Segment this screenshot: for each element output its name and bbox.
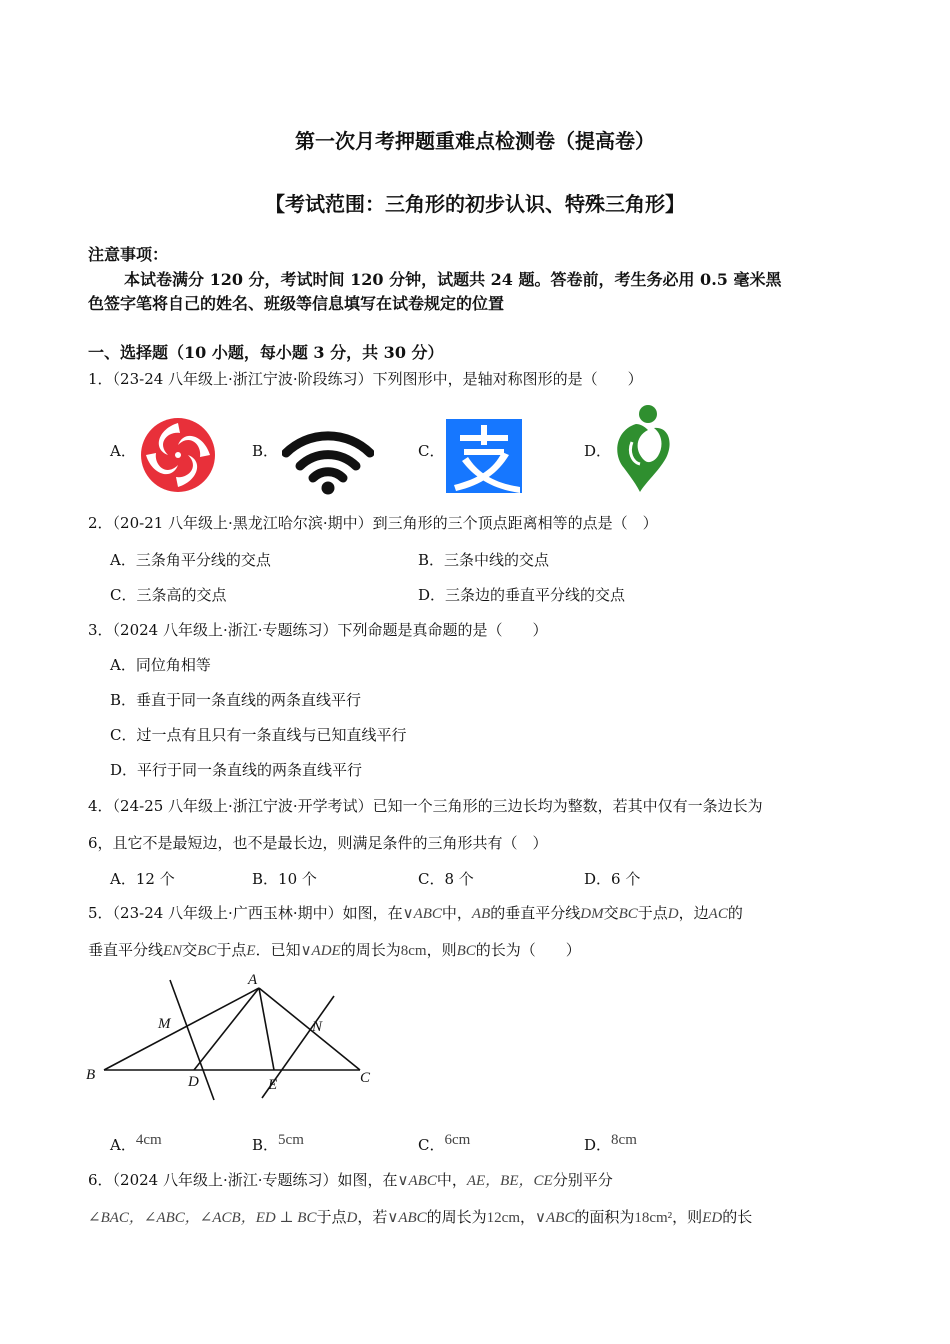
q5-line-dm: DM — [580, 906, 604, 922]
q6-text: 的长 — [722, 1208, 753, 1226]
figure-label-m: M — [158, 1016, 171, 1032]
q3-option-b: B．垂直于同一条直线的两条直线平行 — [110, 691, 362, 709]
exam-scope: 【考试范围：三角形的初步认识、特殊三角形】 — [265, 192, 685, 216]
q5-text: 于点 — [637, 904, 668, 922]
q5-geometry-figure — [84, 968, 384, 1106]
q5-option-d — [584, 1132, 637, 1156]
figure-segment-ae — [259, 988, 274, 1070]
notice-line-2: 色签字笔将自己的姓名、班级等信息填写在试卷规定的位置 — [88, 294, 505, 313]
q2-option-a: A．三条角平分线的交点 — [110, 551, 271, 569]
q5-segment-bc: BC — [456, 943, 476, 959]
q5-option-c-value: 6cm — [444, 1132, 471, 1148]
q6-text: 于点 — [316, 1208, 347, 1226]
q5-segment-ab: AB — [471, 906, 491, 922]
q5-text: 的 — [727, 904, 743, 922]
q5-stem-line-1 — [88, 903, 743, 924]
figure-segment-ac — [259, 988, 360, 1070]
q5-perimeter: 8cm — [400, 943, 427, 959]
q3-option-a: A．同位角相等 — [110, 656, 211, 674]
q6-segment-ed: ED — [702, 1210, 723, 1226]
q1-option-a-label: A． — [110, 442, 136, 460]
q6-area: 18cm² — [634, 1210, 673, 1226]
figure-segment-ad — [194, 988, 259, 1070]
q3-stem: 3．（2024 八年级上·浙江·专题练习）下列命题是真命题的是（ ） — [88, 621, 548, 639]
figure-label-b: B — [86, 1067, 96, 1083]
q5-text: 的周长为 — [340, 941, 401, 959]
q6-text: 中， — [436, 1171, 467, 1189]
alipay-zhi-icon — [446, 419, 522, 493]
q2-option-b: B．三条中线的交点 — [418, 551, 550, 569]
q5-segment-bc: BC — [618, 906, 638, 922]
q5-text: ，边 — [678, 904, 709, 922]
q5-text: ，则 — [426, 941, 457, 959]
q5-text: 5．（23-24 八年级上·广西玉林·期中）如图，在 — [88, 904, 403, 922]
q5-option-a — [110, 1132, 162, 1156]
q5-text: 的垂直平分线 — [490, 904, 581, 922]
q1-option-b-label: B． — [252, 442, 279, 460]
figure-label-e: E — [268, 1077, 278, 1093]
q4-option-a: A．12 个 — [110, 870, 175, 888]
q4-option-b: B．10 个 — [252, 870, 317, 888]
phoenix-logo-icon — [138, 415, 218, 495]
q5-text: 交 — [182, 941, 198, 959]
q5-text: 于点 — [216, 941, 247, 959]
q4-option-c: C．8 个 — [418, 870, 474, 888]
q5-option-b-label: B． — [252, 1136, 279, 1154]
q5-triangle-abc: ∨ABC — [402, 906, 442, 922]
q4-stem-line-2: 6，且它不是最短边，也不是最长边，则满足条件的三角形共有（ ） — [88, 834, 548, 852]
figure-label-c: C — [360, 1070, 371, 1086]
q5-text: 垂直平分线 — [88, 941, 164, 959]
q5-text: 交 — [603, 904, 619, 922]
q4-stem-line-1: 4．（24-25 八年级上·浙江宁波·开学考试）已知一个三角形的三边长均为整数，若其中仅有一条边长为 — [88, 797, 763, 815]
notice-heading: 注意事项： — [88, 245, 169, 264]
q6-angles: ∠BAC，∠ABC，∠ACB，ED ⊥ BC — [88, 1210, 317, 1226]
q5-option-c — [418, 1132, 471, 1156]
figure-segment-ab — [104, 988, 259, 1070]
q5-point-e: E — [246, 943, 256, 959]
q6-text: ，则 — [672, 1208, 703, 1226]
q5-segment-bc: BC — [197, 943, 217, 959]
q2-option-d: D．三条边的垂直平分线的交点 — [418, 586, 626, 604]
q5-option-d-value: 8cm — [611, 1132, 637, 1148]
notice-line-1: 本试卷满分 120 分，考试时间 120 分钟，试题共 24 题。答卷前，考生务必用 0.5 毫米黑 — [124, 270, 782, 289]
q6-stem-line-1 — [88, 1170, 613, 1191]
q5-option-a-value: 4cm — [135, 1132, 162, 1148]
q5-option-a-label: A． — [110, 1136, 136, 1154]
q5-segment-ac: AC — [708, 906, 728, 922]
q6-text: ， — [520, 1208, 536, 1226]
q6-triangle-abc: ∨ABC — [397, 1173, 437, 1189]
q6-point-d: D — [346, 1210, 358, 1226]
q6-perimeter: 12cm — [486, 1210, 520, 1226]
q5-text: ．已知 — [255, 941, 301, 959]
page-title: 第一次月考押题重难点检测卷（提高卷） — [295, 129, 655, 153]
figure-label-n: N — [312, 1019, 323, 1035]
q2-option-c: C．三条高的交点 — [110, 586, 227, 604]
q5-option-d-label: D． — [584, 1136, 612, 1154]
q6-triangle-abc: ∨ABC — [535, 1210, 575, 1226]
q6-text: 的周长为 — [426, 1208, 487, 1226]
q1-option-c-label: C． — [418, 442, 445, 460]
q1-stem: 1．（23-24 八年级上·浙江宁波·阶段练习）下列图形中，是轴对称图形的是（ ） — [88, 370, 643, 388]
q6-text: 的面积为 — [574, 1208, 635, 1226]
q6-stem-line-2 — [88, 1207, 752, 1228]
q3-option-d: D．平行于同一条直线的两条直线平行 — [110, 761, 363, 779]
q6-text: 6．（2024 八年级上·浙江·专题练习）如图，在 — [88, 1171, 398, 1189]
q5-stem-line-2 — [88, 940, 581, 961]
q4-option-d: D．6 个 — [584, 870, 641, 888]
q5-point-d: D — [667, 906, 679, 922]
q6-text: 分别平分 — [552, 1171, 613, 1189]
q5-text: 的长为（ ） — [475, 941, 581, 959]
wifi-icon — [282, 427, 374, 495]
figure-label-d: D — [188, 1074, 199, 1090]
q6-text: ，若 — [357, 1208, 388, 1226]
q2-stem: 2．（20-21 八年级上·黑龙江哈尔滨·期中）到三角形的三个顶点距离相等的点是（ ） — [88, 514, 658, 532]
q6-bisector-lines: AE，BE，CE — [466, 1173, 553, 1189]
q5-triangle-ade: ∨ADE — [300, 943, 341, 959]
q5-text: 中， — [441, 904, 472, 922]
q6-triangle-abc: ∨ABC — [387, 1210, 427, 1226]
q3-option-c: C．过一点有且只有一条直线与已知直线平行 — [110, 726, 407, 744]
q5-option-b-value: 5cm — [278, 1132, 304, 1148]
section-heading: 一、选择题（10 小题，每小题 3 分，共 30 分） — [88, 343, 444, 362]
q1-option-d-label: D． — [584, 442, 612, 460]
q5-line-en: EN — [163, 943, 183, 959]
q5-option-b — [252, 1132, 304, 1156]
q5-option-c-label: C． — [418, 1136, 445, 1154]
figure-label-a: A — [248, 972, 258, 988]
green-swirl-icon — [610, 402, 674, 494]
